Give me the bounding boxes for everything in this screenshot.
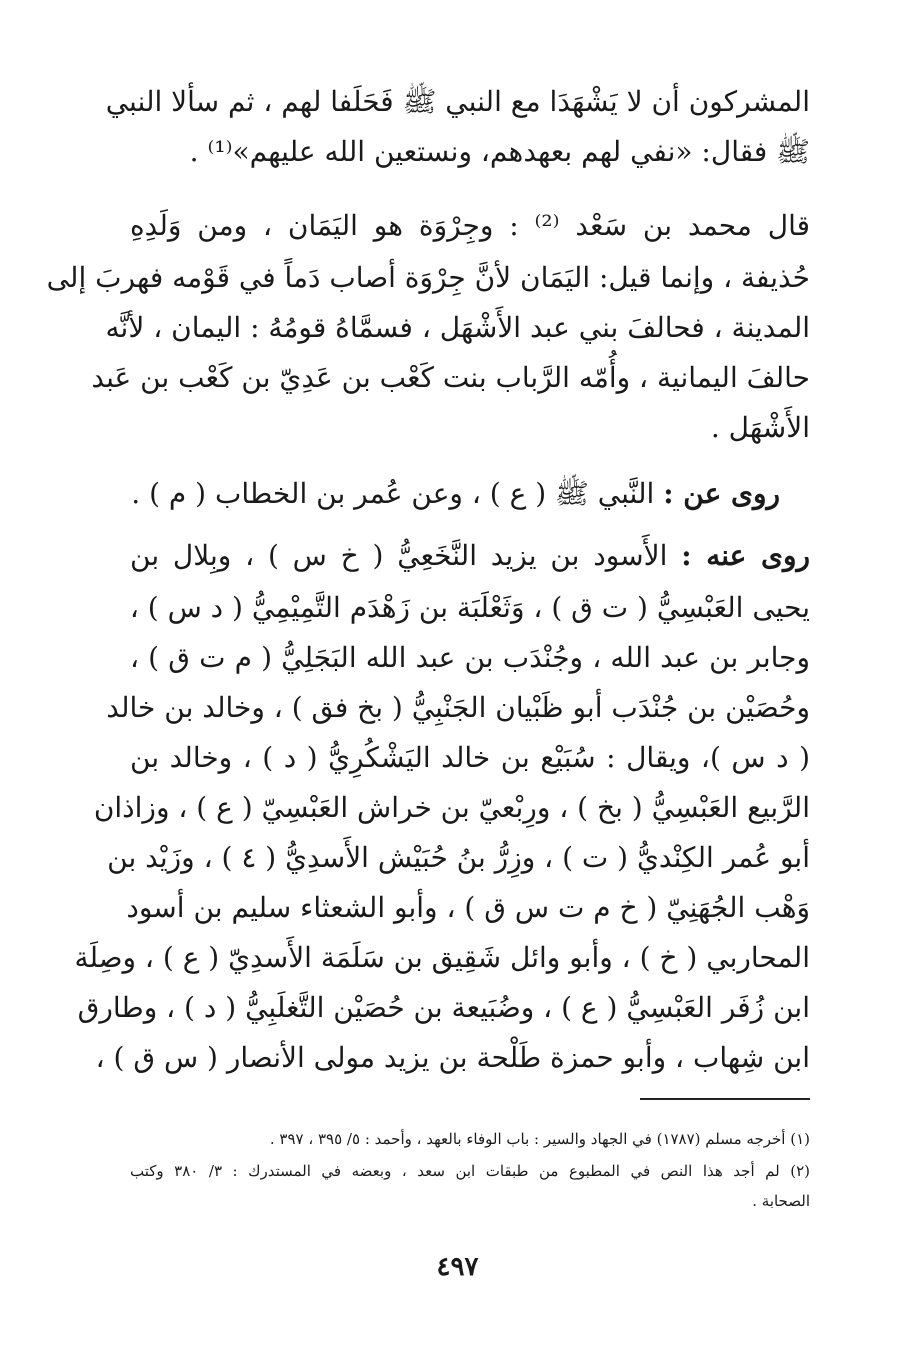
text-line: يحيى العَبْسِيُّ ( ت ق ) ، وَثَعْلَبَة بن زَهْدَم التَّمِيْمِيُّ ( د س ) ، xyxy=(129,591,810,624)
narrated-from-text: النَّبي ﷺ ( ع ) ، وعن عُمر بن الخطاب ( م ) . xyxy=(131,477,664,510)
text-line: ﷺ فقال: «نفي لهم بعهدهم، ونستعين الله عليهم»⁽¹⁾ . xyxy=(189,135,810,168)
text-line: ابن زُفَر العَبْسِيُّ ( ع ) ، وضُبَيعة بن حُصَيْن التَّغلَبِيُّ ( د ) ، وطارق xyxy=(77,991,810,1024)
footnote: الصحابة . xyxy=(752,1192,810,1210)
text-line: الرَّبيع العَبْسِيُّ ( بخ ) ، ورِبْعيّ بن خراش العَبْسِيّ ( ع ) ، وزاذان xyxy=(93,791,810,824)
narrated-from-line xyxy=(130,474,780,514)
text-line: ابن شِهاب ، وأبو حمزة طَلْحة بن يزيد مولى الأنصار ( س ق ) ، xyxy=(95,1041,810,1074)
text-line: المشركون أن لا يَشْهَدَا مع النبي ﷺ فَحَلَفا لهم ، ثم سألا النبي xyxy=(105,85,810,118)
narrators-text: الأَسود بن يزيد النَّخَعِيُّ ( خ س ) ، وبِلال بن xyxy=(130,539,682,572)
text-line: المحاربي ( خ ) ، وأبو وائل شَقِيق بن سَلَمَة الأَسدِيّ ( ع ) ، وصِلَة xyxy=(74,941,810,974)
text-line: قال محمد بن سَعْد ⁽²⁾ : وجِرْوَة هو اليَمَان ، ومن وَلَدِهِ xyxy=(130,209,810,242)
text-line: ( د س )، ويقال : سُبَيْع بن خالد اليَشْكُرِيُّ ( د ) ، وخالد بن xyxy=(130,741,810,774)
text-line: وَهْب الجُهَنِيّ ( خ م ت س ق ) ، وأبو الشعثاء سليم بن أسود xyxy=(126,891,810,924)
text-line: الأَشْهَل . xyxy=(710,411,810,444)
text-line: أبو عُمر الكِنْديُّ ( ت ) ، وزِرُّ بنُ حُبَيْش الأَسدِيُّ ( ٤ ) ، وزَيْد بن xyxy=(107,841,810,874)
text-line: المدينة ، فحالفَ بني عبد الأَشْهَل ، فسمَّاهُ قومُهُ : اليمان ، لأنَّه xyxy=(105,311,810,344)
text-line: وحُصَيْن بن جُنْدَب أبو ظَبْيان الجَنْبِيُّ ( بخ فق ) ، وخالد بن خالد xyxy=(106,691,810,724)
text-line: حُذيفة ، وإنما قيل: اليَمَان لأنَّ جِرْوَة أصاب دَماً في قَوْمه فهربَ إلى xyxy=(46,261,810,294)
text-line: حالفَ اليمانية ، وأُمّه الرَّباب بنت كَعْب بن عَدِيّ بن كَعْب بن عَبد xyxy=(91,361,810,394)
footnote: (١) أخرجه مسلم (١٧٨٧) في الجهاد والسير : باب الوفاء بالعهد ، وأحمد : ٥/ ٣٩٥ ، ٣٩٧ . xyxy=(269,1130,810,1148)
footnote-separator xyxy=(640,1098,810,1100)
page-number: ٤٩٧ xyxy=(436,1252,479,1282)
footnote: (٢) لم أجد هذا النص في المطبوع من طبقات ابن سعد ، وبعضه في المستدرك : ٣/ ٣٨٠ وكتب xyxy=(130,1162,810,1180)
text-line: وجابر بن عبد الله ، وجُنْدَب بن عبد الله البَجَلِيُّ ( م ت ق ) ، xyxy=(130,641,810,674)
narrators-first-line xyxy=(130,536,810,576)
narrators-label: روى عنه : xyxy=(681,539,810,572)
narrated-from-label: روى عن : xyxy=(663,477,780,510)
